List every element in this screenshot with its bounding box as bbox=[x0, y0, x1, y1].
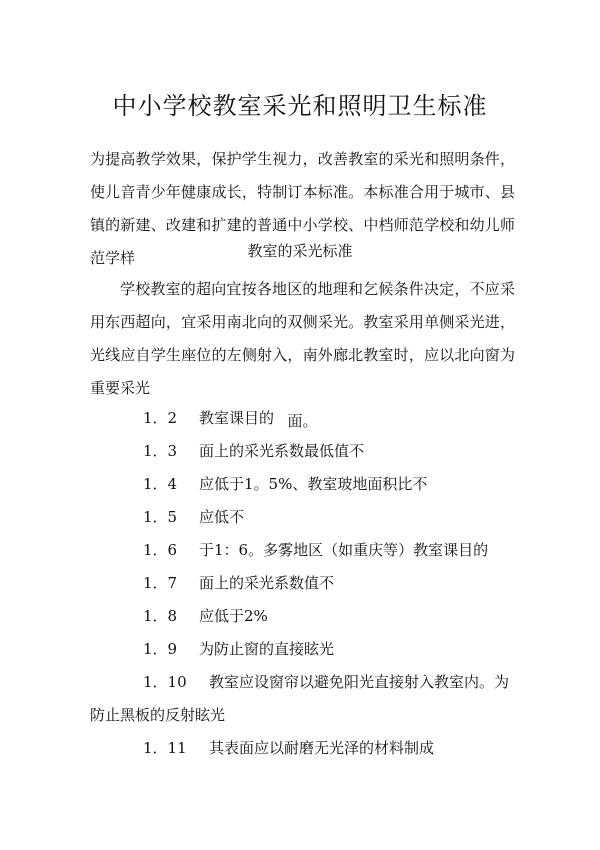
clause-item bbox=[90, 567, 515, 600]
clause-item bbox=[90, 534, 515, 567]
clause-text: 为防止窗的直接眩光 bbox=[199, 640, 335, 658]
clause-number: 1．2 bbox=[143, 409, 178, 427]
document-title: 中小学校教室采光和照明卫生标准 bbox=[112, 92, 488, 120]
section-heading: 教室的采光标准 bbox=[247, 242, 353, 260]
clause-number: 1．11 bbox=[143, 739, 187, 757]
clause-text: 应低于1。5%、教室玻地面积比不 bbox=[199, 475, 428, 493]
clause-number: 1．4 bbox=[143, 475, 178, 493]
clause-list bbox=[90, 402, 515, 765]
clause-number: 1．10 bbox=[143, 673, 187, 691]
clause-item bbox=[90, 633, 515, 666]
clause-number: 1．6 bbox=[143, 541, 178, 559]
clause-text: 应低不 bbox=[199, 508, 245, 526]
clause-number: 1．5 bbox=[143, 508, 178, 526]
intro-paragraph: 为提高教学效果，保护学生视力，改善教室的采光和照明条件，使儿音青少年健康成长，特制订本标准。本标准合用于城市、县镇的新建、改建和扩建的普通中小学校、中档师范学校和幼儿师范学样 bbox=[90, 150, 515, 267]
clause-item bbox=[90, 501, 515, 534]
clause-item bbox=[90, 402, 515, 435]
clause-text: 面上的采光系数值不 bbox=[199, 574, 335, 592]
clause-text: 于1：6。多雾地区（如重庆等）教室课目的 bbox=[199, 541, 489, 559]
clause-item bbox=[90, 732, 515, 765]
clause-number: 1．8 bbox=[143, 607, 178, 625]
clause-number: 1．7 bbox=[143, 574, 178, 592]
clause-number: 1．3 bbox=[143, 442, 178, 460]
clause-item bbox=[90, 468, 515, 501]
clause-text: 应低于2% bbox=[199, 607, 268, 625]
clause-item bbox=[90, 600, 515, 633]
lighting-paragraph-tail: 面。 bbox=[287, 412, 318, 430]
clause-text: 面上的采光系数最低值不 bbox=[199, 442, 365, 460]
clause-number: 1．9 bbox=[143, 640, 178, 658]
clause-text: 教室应设窗帘以避免阳光直接射入教室内。为防止黑板的反射眩光 bbox=[90, 673, 510, 724]
clause-item bbox=[90, 666, 515, 732]
clause-text: 教室课目的 bbox=[199, 409, 275, 427]
clause-text: 其表面应以耐磨无光泽的材料制成 bbox=[209, 739, 435, 757]
lighting-paragraph-body: 学校教室的超向宜按各地区的地理和乞候条件决定，不应采用东西超向，宜采用南北向的双侧采光。教室采用单侧采光进，光线应自学生座位的左侧射入，南外廊北教室时，应以北向窗为重要采光 bbox=[90, 280, 515, 397]
clause-item bbox=[90, 435, 515, 468]
